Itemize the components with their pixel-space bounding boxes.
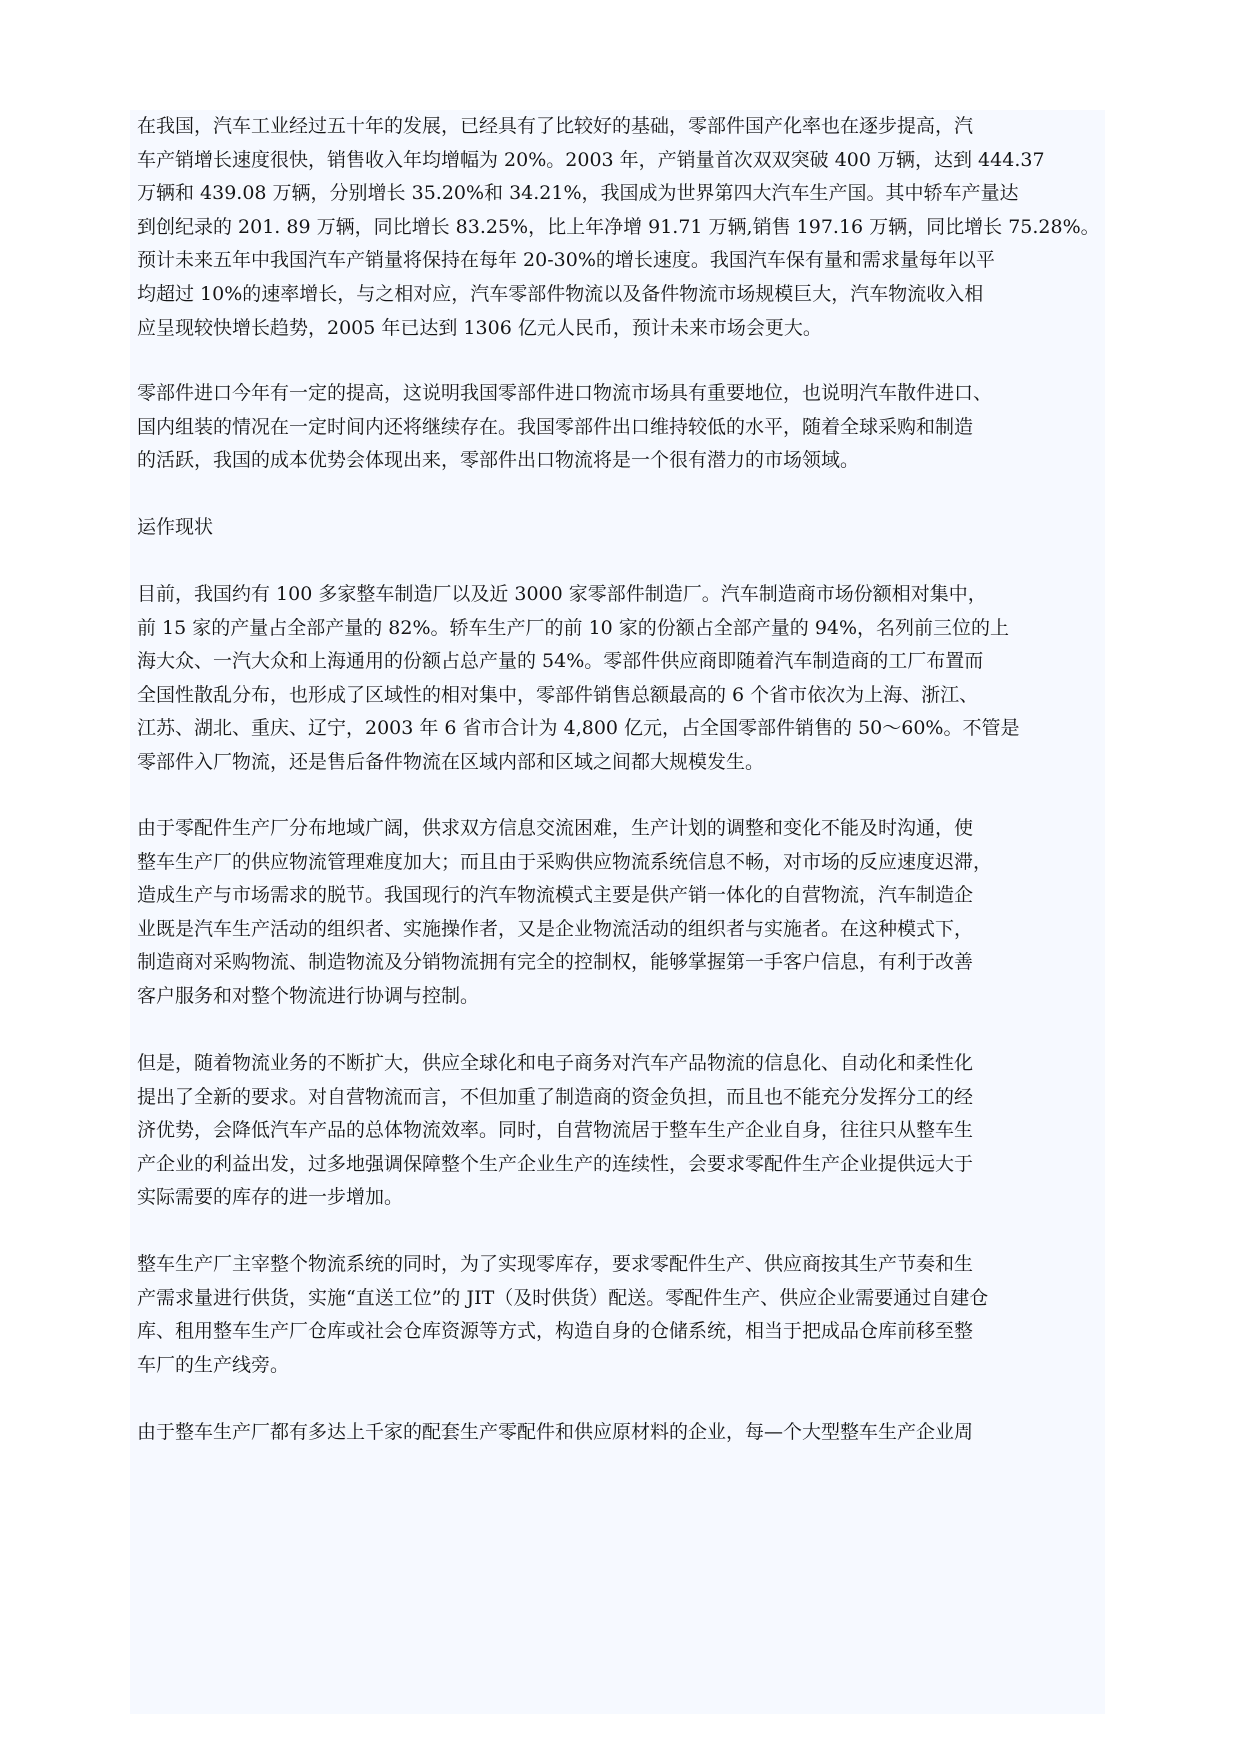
text-line: 前 15 家的产量占全部产量的 82%。轿车生产厂的前 10 家的份额占全部产量的 94%，名列前三位的上 xyxy=(137,616,1010,639)
paragraph-supply-logistics xyxy=(137,812,1105,1014)
text-line: 业既是汽车生产活动的组织者、实施操作者，又是企业物流活动的组织者与实施者。在这种模式下， xyxy=(137,917,974,940)
text-line: 的活跃，我国的成本优势会体现出来，零部件出口物流将是一个很有潜力的市场领域。 xyxy=(137,449,860,472)
text-line: 整车生产厂的供应物流管理难度加大；而且由于采购供应物流系统信息不畅，对市场的反应速度迟滞， xyxy=(137,850,993,873)
paragraph-parts-import-export xyxy=(137,377,1105,478)
text-line: 由于零配件生产厂分布地域广阔，供求双方信息交流困难，生产计划的调整和变化不能及时沟通，使 xyxy=(137,817,974,839)
text-line: 整车生产厂主宰整个物流系统的同时，为了实现零库存，要求零配件生产、供应商按其生产节奏和生 xyxy=(137,1253,974,1275)
text-line: 万辆和 439.08 万辆，分别增长 35.20%和 34.21%，我国成为世界第四大汽车生产国。其中轿车产量达 xyxy=(137,182,1019,205)
paragraph-industry-overview xyxy=(137,110,1105,345)
text-line: 济优势，会降低汽车产品的总体物流效率。同时，自营物流居于整车生产企业自身，往往只从整车生 xyxy=(137,1119,974,1142)
paragraph-supplier-network xyxy=(137,1416,1105,1450)
text-line: 产企业的利益出发，过多地强调保障整个生产企业生产的连续性，会要求零配件生产企业提供远大于 xyxy=(137,1152,974,1175)
text-line: 应呈现较快增长趋势，2005 年已达到 1306 亿元人民币，预计未来市场会更大。 xyxy=(137,316,822,339)
paragraph-jit-delivery xyxy=(137,1248,1105,1382)
text-line: 由于整车生产厂都有多达上千家的配套生产零配件和供应原材料的企业，每—个大型整车生产企业周 xyxy=(137,1421,974,1443)
text-line: 海大众、一汽大众和上海通用的份额占总产量的 54%。零部件供应商即随着汽车制造商的工厂布置而 xyxy=(137,650,984,673)
text-line: 制造商对采购物流、制造物流及分销物流拥有完全的控制权，能够掌握第一手客户信息，有利于改善 xyxy=(137,951,974,974)
text-line: 产需求量进行供货，实施“直送工位”的 JIT（及时供货）配送。零配件生产、供应企业需要通过自建仓 xyxy=(137,1286,989,1309)
document-page xyxy=(130,110,1105,1714)
text-line: 提出了全新的要求。对自营物流而言，不但加重了制造商的资金负担，而且也不能充分发挥分工的经 xyxy=(137,1085,974,1108)
text-line: 国内组装的情况在一定时间内还将继续存在。我国零部件出口维持较低的水平，随着全球采购和制造 xyxy=(137,415,974,438)
text-line: 车产销增长速度很快，销售收入年均增幅为 20%。2003 年，产销量首次双双突破 400 万辆，达到 444.37 xyxy=(137,148,1045,171)
text-line: 车厂的生产线旁。 xyxy=(137,1353,290,1376)
text-line: 造成生产与市场需求的脱节。我国现行的汽车物流模式主要是供产销一体化的自营物流，汽车制造企 xyxy=(137,884,974,907)
text-line: 零部件进口今年有一定的提高，这说明我国零部件进口物流市场具有重要地位，也说明汽车散件进口、 xyxy=(137,382,993,404)
text-line: 全国性散乱分布，也形成了区域性的相对集中，零部件销售总额最高的 6 个省市依次为上海、浙江、 xyxy=(137,683,979,706)
section-heading: 运作现状 xyxy=(137,516,214,538)
text-line: 库、租用整车生产厂仓库或社会仓库资源等方式，构造自身的仓储系统，相当于把成品仓库前移至整 xyxy=(137,1320,974,1343)
text-line: 实际需要的库存的进一步增加。 xyxy=(137,1186,404,1209)
text-line: 目前，我国约有 100 多家整车制造厂以及近 3000 家零部件制造厂。汽车制造商市场份额相对集中， xyxy=(137,583,987,605)
text-line: 但是，随着物流业务的不断扩大，供应全球化和电子商务对汽车产品物流的信息化、自动化和柔性化 xyxy=(137,1052,974,1074)
text-line: 预计未来五年中我国汽车产销量将保持在每年 20-30%的增长速度。我国汽车保有量和需求量每年以平 xyxy=(137,249,995,272)
text-line: 江苏、湖北、重庆、辽宁，2003 年 6 省市合计为 4,800 亿元，占全国零部件销售的 50～60%。不管是 xyxy=(137,717,1020,740)
text-line: 均超过 10%的速率增长，与之相对应，汽车零部件物流以及备件物流市场规模巨大，汽车物流收入相 xyxy=(137,282,984,305)
paragraph-self-operated-logistics xyxy=(137,1047,1105,1215)
text-line: 客户服务和对整个物流进行协调与控制。 xyxy=(137,984,480,1007)
text-line: 在我国，汽车工业经过五十年的发展，已经具有了比较好的基础，零部件国产化率也在逐步提高，汽 xyxy=(137,115,974,137)
text-line: 零部件入厂物流，还是售后备件物流在区域内部和区域之间都大规模发生。 xyxy=(137,750,765,773)
text-line: 到创纪录的 201. 89 万辆，同比增长 83.25%，比上年净增 91.71 万辆,销售 197.16 万辆，同比增长 75.28%。 xyxy=(137,215,1100,238)
paragraph-current-status xyxy=(137,578,1105,780)
